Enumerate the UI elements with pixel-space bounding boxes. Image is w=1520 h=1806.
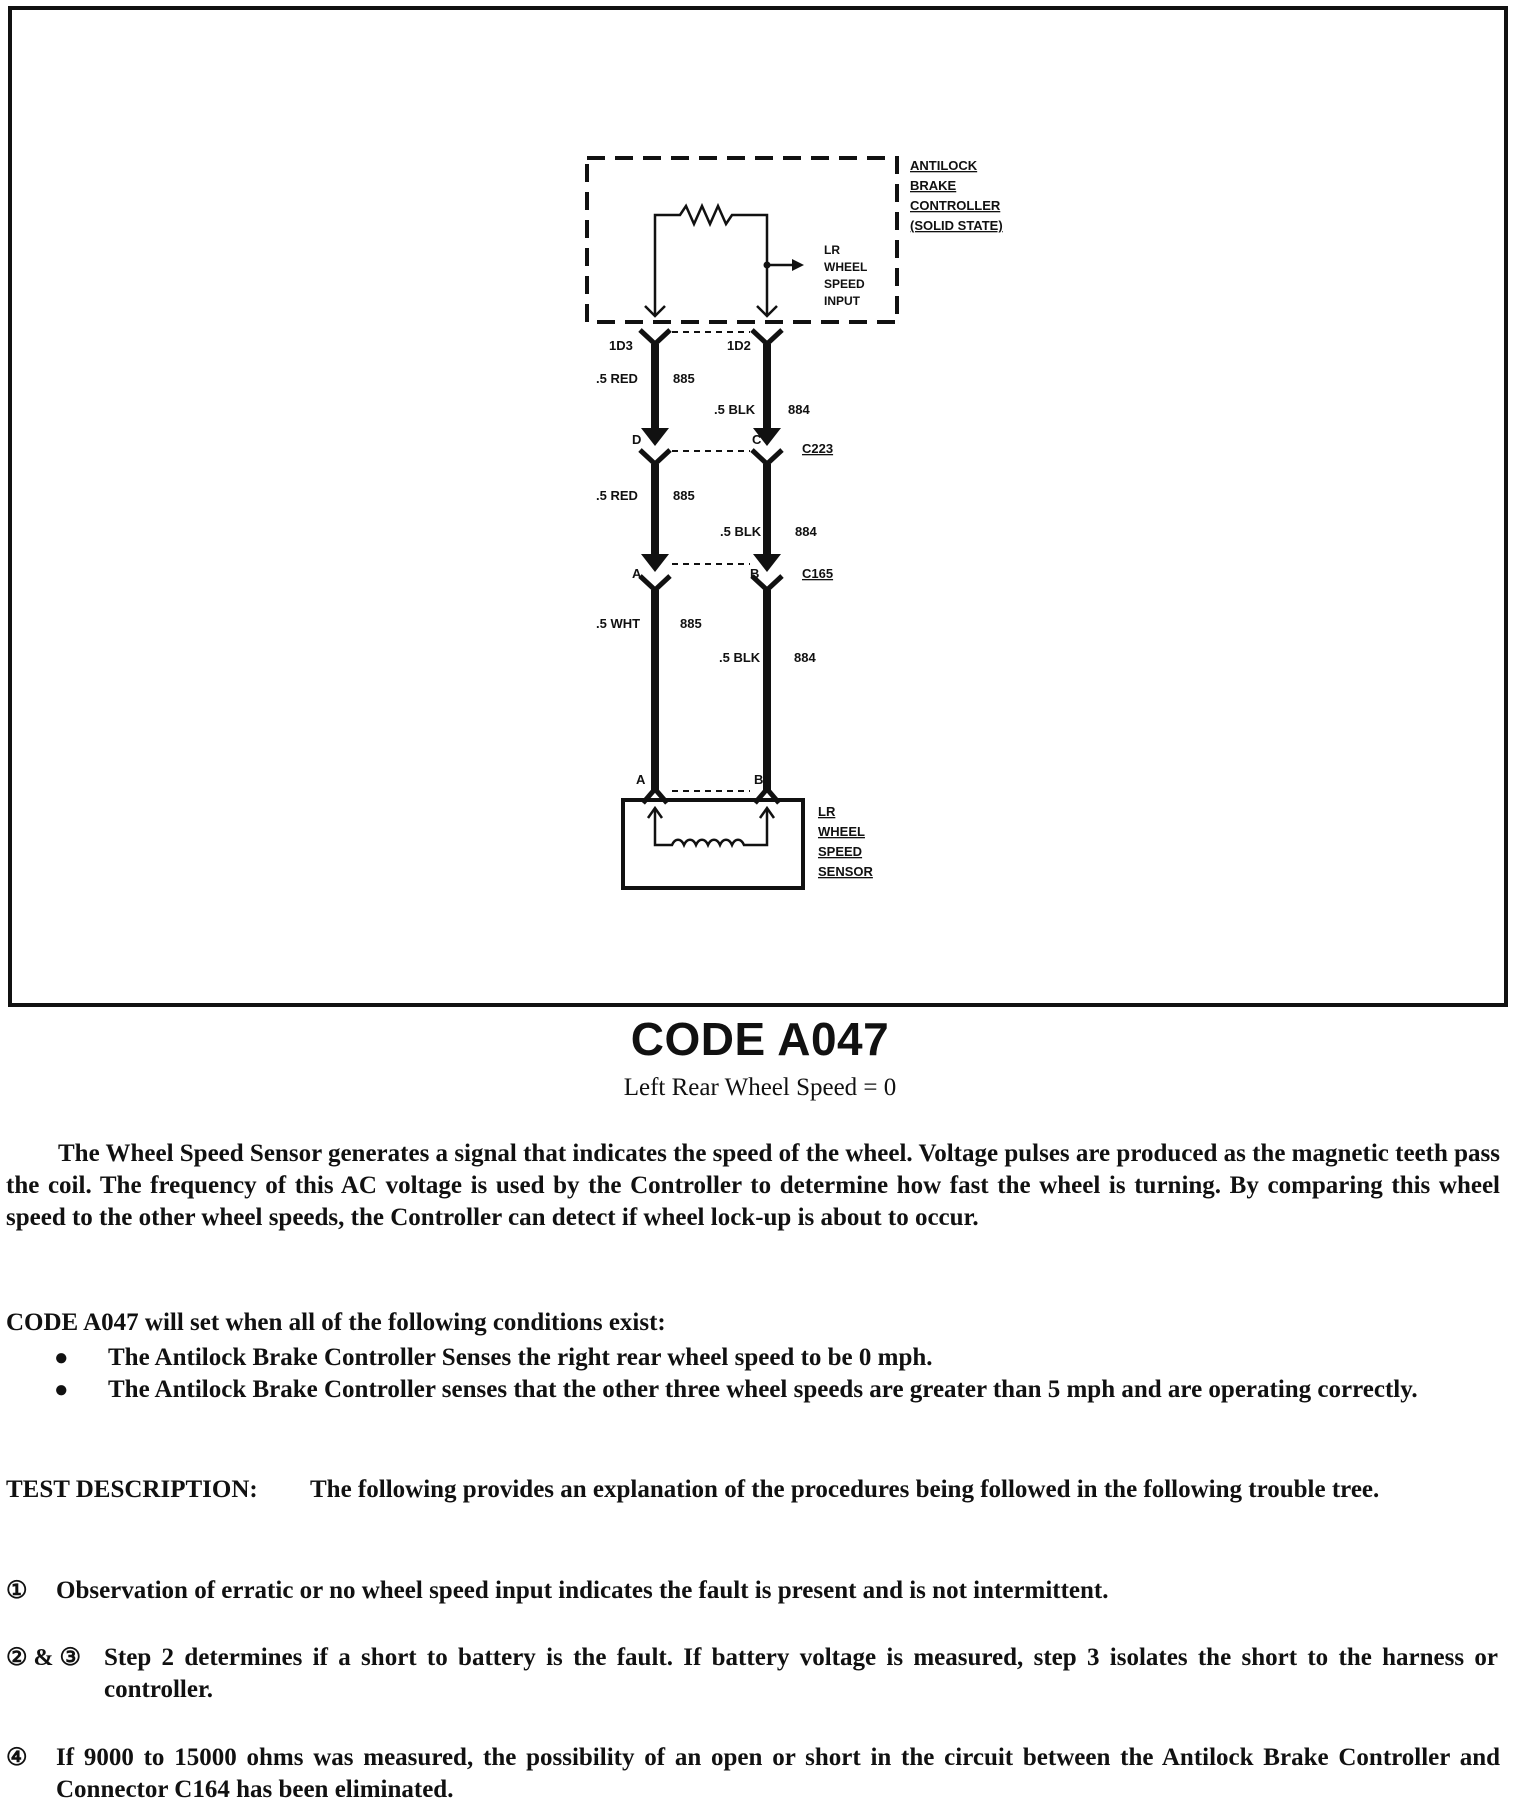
wiring-diagram bbox=[12, 10, 1504, 1003]
seg3-left-circuit: 885 bbox=[680, 616, 702, 631]
seg1-right-circuit: 884 bbox=[788, 402, 810, 417]
input-label-2: WHEEL bbox=[824, 260, 868, 274]
seg3-left-color: .5 WHT bbox=[596, 616, 641, 631]
sensor-label-4: SENSOR bbox=[818, 864, 873, 879]
pin-1d3 bbox=[640, 330, 670, 344]
seg3-right-circuit: 884 bbox=[794, 650, 816, 665]
c223-right-pin-label: C bbox=[752, 432, 762, 447]
bullet-icon: ● bbox=[54, 1377, 69, 1403]
condition-text: The Antilock Brake Controller Senses the right rear wheel speed to be 0 mph. bbox=[108, 1344, 933, 1371]
c165-left-pin-label: A bbox=[632, 566, 642, 581]
conditions-intro: CODE A047 will set when all of the following conditions exist: bbox=[6, 1309, 666, 1336]
description-paragraph: The Wheel Speed Sensor generates a signal that indicates the speed of the wheel. Voltage pulses are produced as the magnetic teeth pass the coil. The frequency of this AC voltage is used by the Controller to determine how fast the wheel is turning. By comparing this wheel speed to the other wheel speeds, the Controller can detect if wheel lock-up is about to occur. bbox=[6, 1140, 1500, 1231]
sensor-label-3: SPEED bbox=[818, 844, 863, 859]
controller-label-4: (SOLID STATE) bbox=[910, 218, 1003, 233]
input-arrowhead bbox=[792, 259, 804, 271]
c165-right-pin-label: B bbox=[750, 566, 760, 581]
arrow-885-seg2 bbox=[641, 554, 669, 572]
c223-left-pin-label: D bbox=[632, 432, 642, 447]
sensor-coil bbox=[655, 810, 767, 845]
bullet-icon: ● bbox=[54, 1345, 69, 1371]
input-label-4: INPUT bbox=[824, 294, 860, 308]
note-4-text: If 9000 to 15000 ohms was measured, the possibility of an open or short in the circuit between the Antilock Brake Controller and Connector C164 has been eliminated. bbox=[56, 1744, 1500, 1803]
seg2-left-circuit: 885 bbox=[673, 488, 695, 503]
seg1-left-circuit: 885 bbox=[673, 371, 695, 386]
sensor-pin-b-label: B bbox=[754, 772, 764, 787]
test-description-text: The following provides an explanation of the procedures being followed in the following trouble tree. bbox=[310, 1476, 1380, 1503]
controller-label-1: ANTILOCK bbox=[910, 158, 978, 173]
note-marker-4: ④ bbox=[6, 1745, 28, 1771]
c165-left-pin bbox=[640, 576, 670, 590]
pin-label-1d3: 1D3 bbox=[609, 338, 633, 353]
seg1-left-color: .5 RED bbox=[596, 371, 638, 386]
code-subtitle: Left Rear Wheel Speed = 0 bbox=[623, 1074, 897, 1101]
note-marker-1: ① bbox=[6, 1578, 28, 1604]
note-2-3-text: Step 2 determines if a short to battery is the fault. If battery voltage is measured, step 3 isolates the short to the harness or controller. bbox=[104, 1644, 1498, 1703]
seg3-right-color: .5 BLK bbox=[719, 650, 761, 665]
note-marker-2-3: ② & ③ bbox=[6, 1645, 82, 1671]
sensor-pin-a-label: A bbox=[636, 772, 646, 787]
condition-text: The Antilock Brake Controller senses that the other three wheel speeds are greater than 5 mph and are operating correctly. bbox=[108, 1376, 1418, 1403]
input-junction bbox=[764, 262, 771, 269]
c223-left-pin bbox=[640, 450, 670, 464]
c165-name: C165 bbox=[802, 566, 834, 581]
pin-1d2 bbox=[752, 330, 782, 344]
seg2-right-color: .5 BLK bbox=[720, 524, 762, 539]
input-label-1: LR bbox=[824, 243, 840, 257]
input-label-3: SPEED bbox=[824, 277, 865, 291]
seg2-left-color: .5 RED bbox=[596, 488, 638, 503]
arrow-885-seg1 bbox=[641, 428, 669, 446]
pin-label-1d2: 1D2 bbox=[727, 338, 751, 353]
test-description-label: TEST DESCRIPTION: bbox=[6, 1476, 258, 1503]
controller-label-2: BRAKE bbox=[910, 178, 957, 193]
seg2-right-circuit: 884 bbox=[795, 524, 817, 539]
seg1-right-color: .5 BLK bbox=[714, 402, 756, 417]
sensor-label-2: WHEEL bbox=[818, 824, 865, 839]
controller-label-3: CONTROLLER bbox=[910, 198, 1001, 213]
sensor-label-1: LR bbox=[818, 804, 836, 819]
c223-right-pin bbox=[752, 450, 782, 464]
controller-resistor bbox=[655, 206, 767, 316]
code-title: CODE A047 bbox=[630, 1013, 890, 1065]
c223-name: C223 bbox=[802, 441, 834, 456]
diagram-frame bbox=[8, 6, 1508, 1007]
note-1-text: Observation of erratic or no wheel speed input indicates the fault is present and is not intermittent. bbox=[56, 1577, 1109, 1604]
